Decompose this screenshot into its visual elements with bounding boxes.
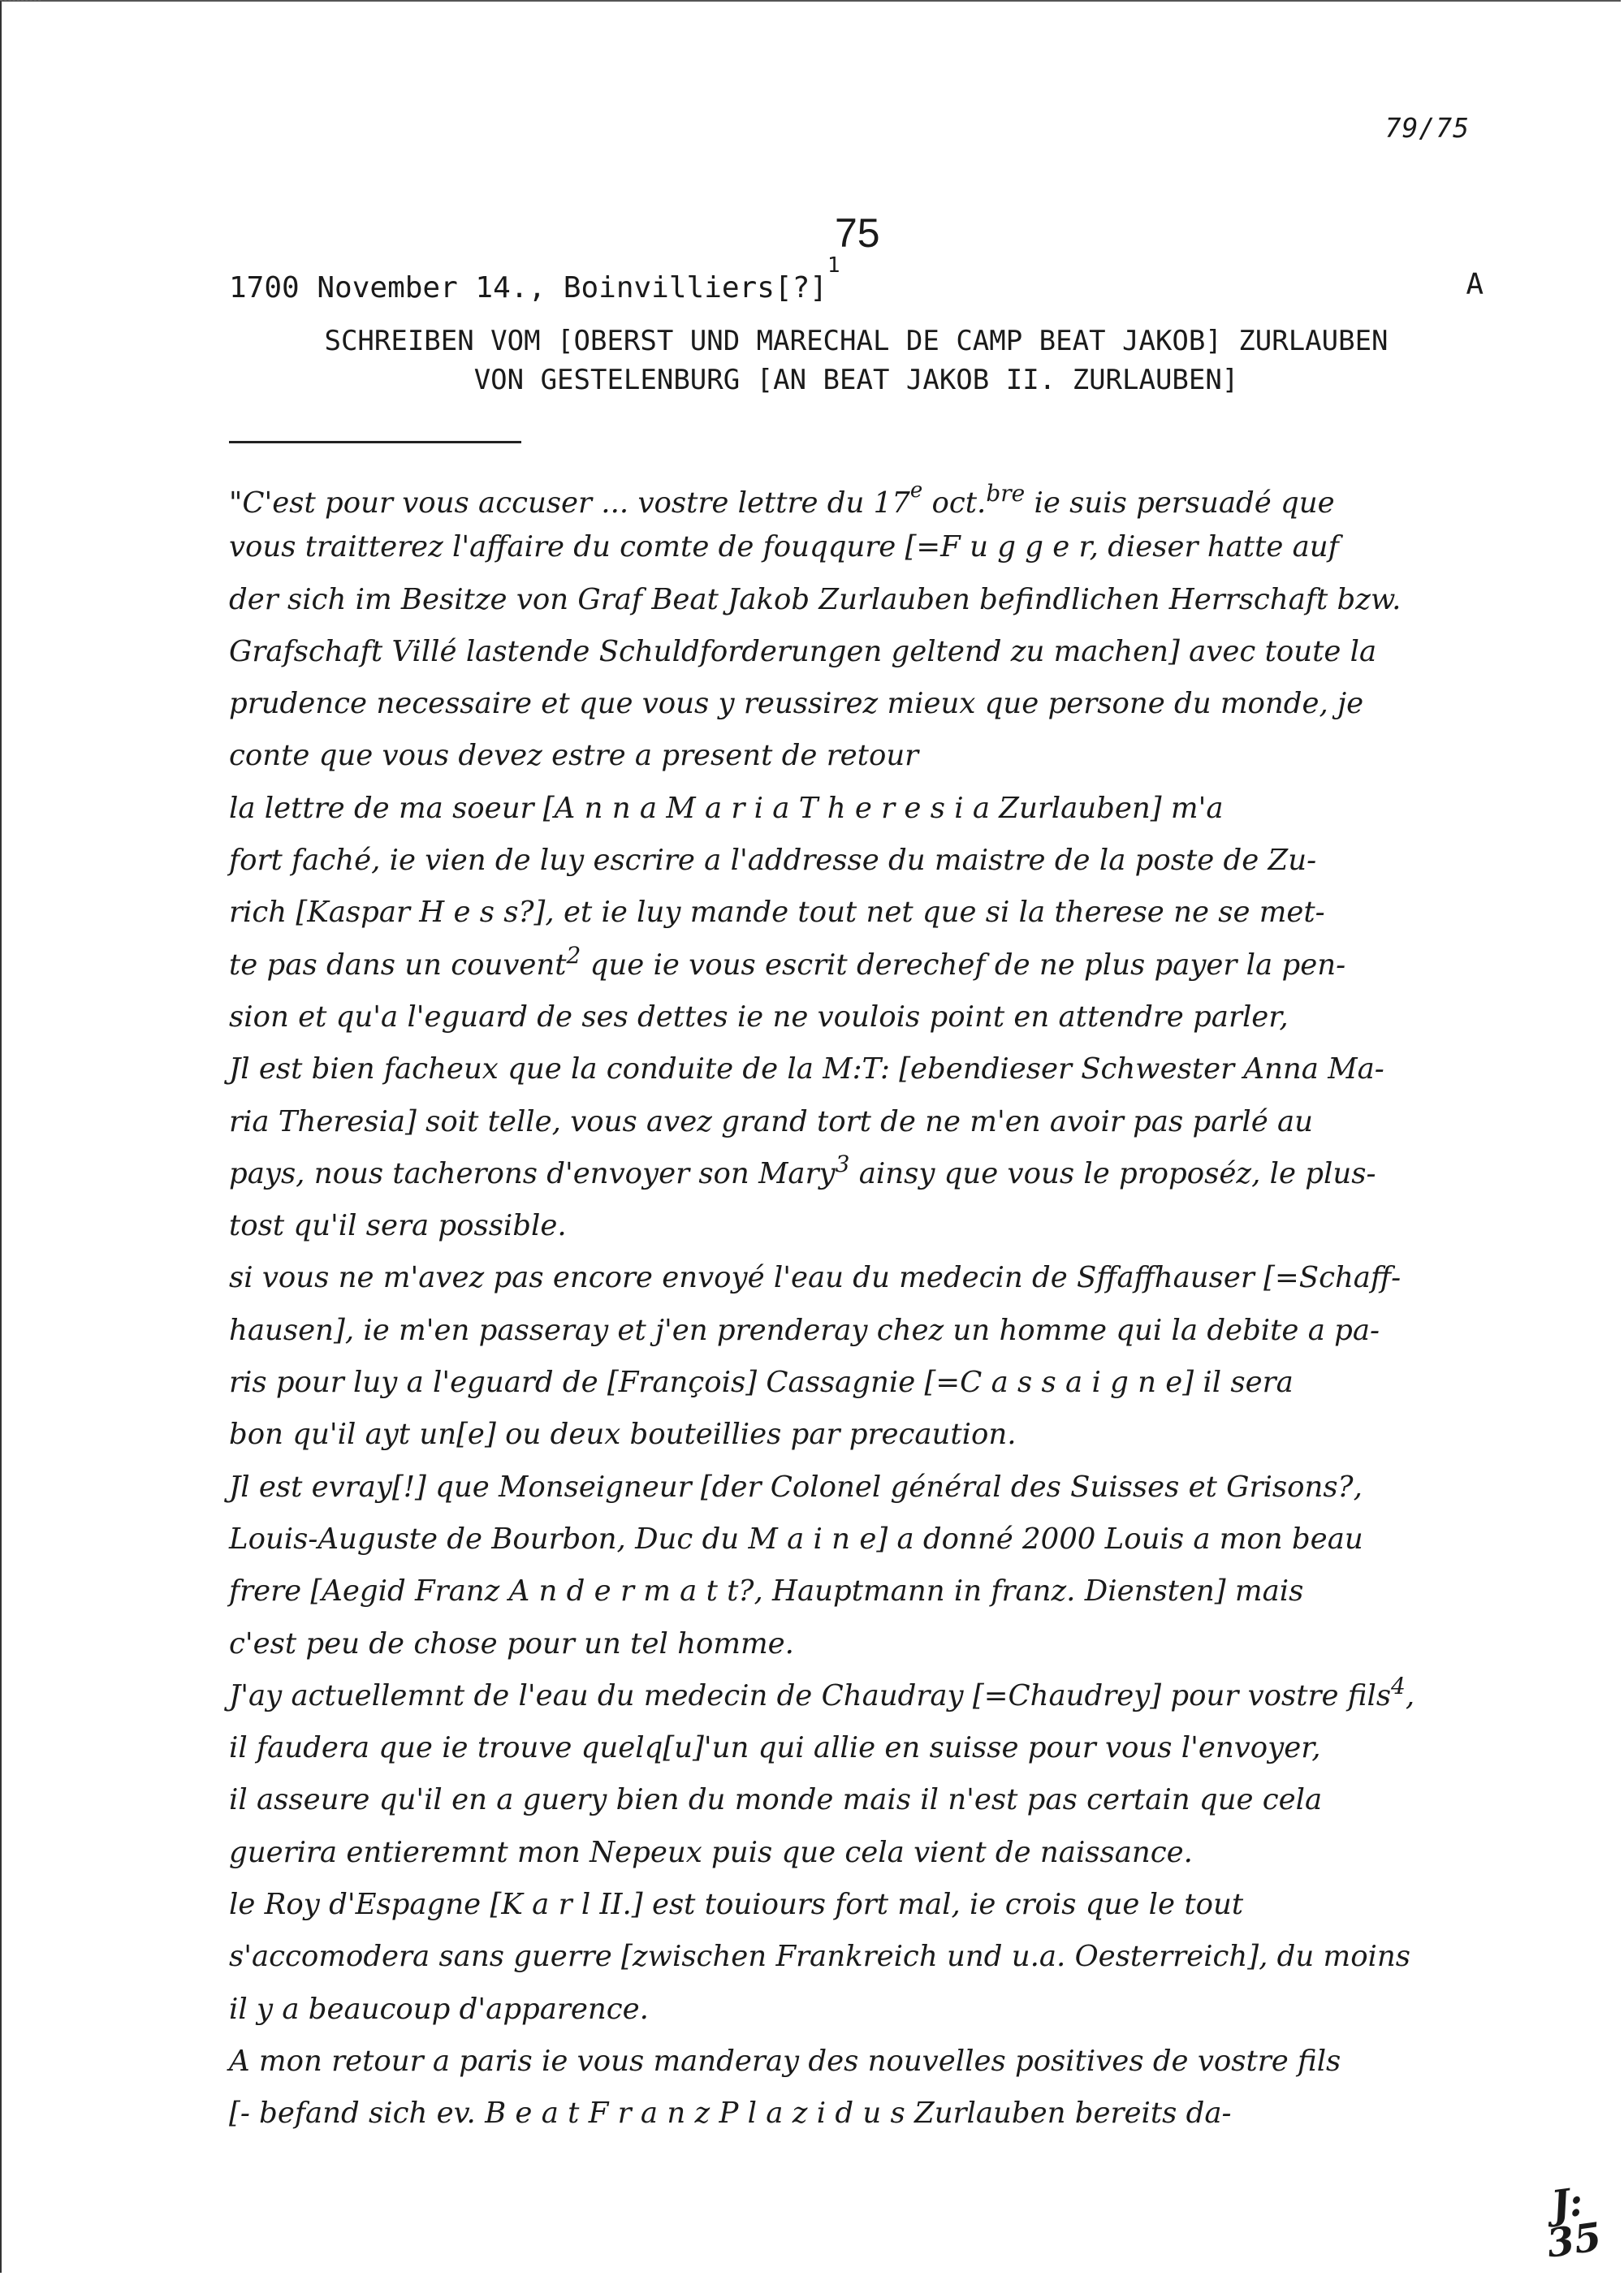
body-line: rich [Kaspar H e s s?], et ie luy mande tout net que si la therese ne se met-: [229, 896, 1325, 930]
letter-marker: A: [1466, 268, 1484, 301]
body-line: prudence necessaire et que vous y reussirez mieux que persone du monde, je: [229, 687, 1364, 721]
document-heading: [229, 322, 1484, 399]
body-line: hausen], ie m'en passeray et j'en prenderay chez un homme qui la debite a pa-: [229, 1313, 1380, 1347]
body-line: ris pour luy a l'eguard de [François] Cassagnie [=C a s s a i g n e] il sera: [229, 1366, 1294, 1400]
body-line: vous traitterez l'affaire du comte de fouqqure [=F u g g e r, dieser hatte auf: [229, 530, 1339, 564]
body-line: c'est peu de chose pour un tel homme.: [229, 1626, 794, 1661]
body-line: la lettre de ma soeur [A n n a M a r i a T h e r e s i a Zurlauben] m'a: [229, 791, 1224, 825]
handwritten-page-mark: J: 35: [1544, 2179, 1605, 2267]
body-line: tost qu'il sera possible.: [229, 1209, 567, 1243]
body-line: Jl est evray[!] que Monseigneur [der Colonel général des Suisses et Grisons?,: [229, 1470, 1363, 1504]
body-line: s'accomodera sans guerre [zwischen Frankreich und u.a. Oesterreich], du moins: [229, 1940, 1410, 1974]
archive-number: 79/75: [1384, 112, 1470, 144]
body-line: Grafschaft Villé lastende Schuldforderungen geltend zu machen] avec toute la: [229, 634, 1377, 668]
body-line: bon qu'il ayt un[e] ou deux bouteillies par precaution.: [229, 1418, 1017, 1452]
body-line: il y a beaucoup d'apparence.: [229, 1992, 649, 2026]
scan-artifact: [0, 0, 41, 4]
body-line: frere [Aegid Franz A n d e r m a t t?, Hauptmann in franz. Diensten] mais: [229, 1574, 1304, 1609]
body-line: il asseure qu'il en a guery bien du monde mais il n'est pas certain que cela: [229, 1783, 1323, 1817]
letter-body: [229, 469, 1496, 2140]
heading-line-2: VON GESTELENBURG [AN BEAT JAKOB II. ZURLAUBEN]: [473, 364, 1239, 396]
footnote-marker: 4: [1391, 1672, 1406, 1699]
footnote-marker: 3: [835, 1150, 850, 1177]
body-line: J'ay actuellemnt de l'eau du medecin de Chaudray [=Chaudrey] pour vostre fils$^4$,: [229, 1672, 1415, 1712]
body-line: te pas dans un couvent$^2$ que ie vous escrit derechef de ne plus payer la pen-: [229, 941, 1346, 982]
body-line: Louis-Auguste de Bourbon, Duc du M a i n e] a donné 2000 Louis a mon beau: [229, 1522, 1363, 1556]
footnote-marker: 2: [566, 941, 581, 969]
body-line: fort faché, ie vien de luy escrire a l'addresse du maistre de la poste de Zu-: [229, 844, 1317, 878]
separator-rule: [229, 441, 521, 443]
footnote-marker: 1: [827, 253, 840, 278]
body-line: ria Theresia] soit telle, vous avez grand tort de ne m'en avoir pas parlé au: [229, 1104, 1314, 1138]
body-line: pays, nous tacherons d'envoyer son Mary$^3$ ainsy que vous le proposéz, le plus-: [229, 1150, 1376, 1190]
body-line: Jl est bien facheux que la conduite de la M:T: [ebendieser Schwester Anna Ma-: [229, 1052, 1384, 1086]
body-line: "C'est pour vous accuser ... vostre lettre du 17e oct.$^{bre}$ ie suis persuadé que: [229, 478, 1335, 520]
body-line: il faudera que ie trouve quelq[u]'un qui allie en suisse pour vous l'envoyer,: [229, 1731, 1321, 1765]
body-line: A mon retour a paris ie vous manderay des nouvelles positives de vostre fils: [229, 2044, 1341, 2078]
body-line: conte que vous devez estre a present de retour: [229, 739, 919, 773]
superscript: e: [909, 478, 923, 503]
heading-line-1: SCHREIBEN VOM [OBERST UND MARECHAL DE CAMP BEAT JAKOB] ZURLAUBEN: [324, 325, 1389, 357]
date-line: [229, 253, 1484, 304]
body-line: der sich im Besitze von Graf Beat Jakob Zurlauben befindlichen Herrschaft bzw.: [229, 582, 1402, 616]
body-line: sion et qu'a l'eguard de ses dettes ie ne voulois point en attendre parler,: [229, 1000, 1289, 1034]
superscript: bre: [986, 479, 1026, 507]
date-place: 1700 November 14., Boinvilliers[?]$^1$: [229, 253, 840, 304]
body-line: [- befand sich ev. B e a t F r a n z P l a z i d u s Zurlauben bereits da-: [229, 2097, 1232, 2131]
body-line: le Roy d'Espagne [K a r l II.] est touiours fort mal, ie crois que le tout: [229, 1888, 1244, 1922]
body-line: si vous ne m'avez pas encore envoyé l'eau du medecin de Sffaffhauser [=Schaff-: [229, 1261, 1402, 1295]
document-number: 75: [835, 210, 880, 256]
body-line: guerira entieremnt mon Nepeux puis que cela vient de naissance.: [229, 1835, 1193, 1869]
